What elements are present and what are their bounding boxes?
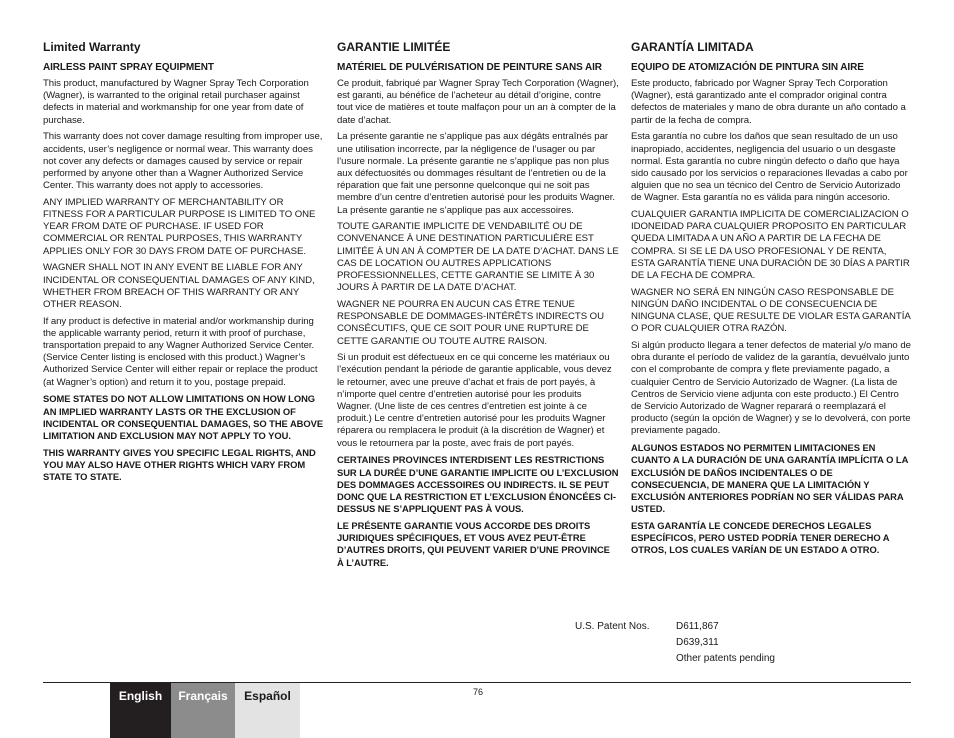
french-paragraph-2: La présente garantie ne s’applique pas aux dégâts entraînés par une utilisation incorrecte, par la négligence de l’usager ou par l’usure normale. La présente garantie ne s’applique pas non plus aux défectuosités ou dommages résultant de l’entretien ou de la réparation que fait une personne quelconque qui ne soit pas membre d’un centre d’entretien autorisé pour les produits Wagner. La présente garantie ne s’applique pas aux accessoires. bbox=[337, 131, 615, 216]
english-paragraph-2: This warranty does not cover damage resulting from improper use, accidents, user’s negligence or normal wear. This warranty does not cover any defects or damages caused by service or repair performed by anyone other than a Wagner Authorized Service Center. This warranty does not apply to accessories. bbox=[43, 131, 323, 192]
french-column bbox=[337, 40, 619, 573]
spanish-paragraph-6: ALGUNOS ESTADOS NO PERMITEN LIMITACIONES EN CUANTO A LA DURACIÓN DE UNA GARANTÍA IMPLÍCITA O LA EXCLUSIÓN DE DAÑOS INCIDENTALES O DE CONSECUENCIA, DE MANERA QUE LA LIMITACIÓN Y EXCLUSIÓN ANTERIORES PODRÍAN NO SER VÁLIDAS PARA USTED. bbox=[631, 442, 908, 515]
french-paragraph-1: Ce produit, fabriqué par Wagner Spray Tech Corporation (Wagner), est garanti, au bénéfice de l’acheteur au détail d’origine, contre tout vice de matières et toute malfaçon pour un an à compter de la date d’achat. bbox=[337, 78, 619, 126]
english-paragraph-4: WAGNER SHALL NOT IN ANY EVENT BE LIABLE FOR ANY INCIDENTAL OR CONSEQUENTIAL DAMAGES OF ANY KIND, WHETHER FROM BREACH OF THIS WARRANTY OR ANY OTHER REASON. bbox=[43, 262, 315, 310]
spanish-subtitle: EQUIPO DE ATOMIZACIÓN DE PINTURA SIN AIRE bbox=[631, 62, 864, 73]
english-paragraph-7: THIS WARRANTY GIVES YOU SPECIFIC LEGAL RIGHTS, AND YOU MAY ALSO HAVE OTHER RIGHTS WHICH VARY FROM STATE TO STATE. bbox=[43, 446, 316, 483]
patent-label: U.S. Patent Nos. bbox=[575, 621, 650, 632]
language-tabs bbox=[110, 683, 300, 738]
tab-english[interactable]: English bbox=[110, 683, 171, 738]
english-column bbox=[43, 40, 325, 488]
english-paragraph-5: If any product is defective in material and/or workmanship during the applicable warranty period, return it with proof of purchase, transportation prepaid to any Wagner Authorized Service Center. (Service Center listing is enclosed with this product.) Wagner’s Authorized Service Center will either repair or replace the product (at Wagner’s option) and return it to you, postage prepaid. bbox=[43, 315, 318, 388]
spanish-paragraph-1: Este producto, fabricado por Wagner Spray Tech Corporation (Wagner), está garantizado ante el comprador original contra defectos de materiales y mano de obra durante un año contado a partir de la fecha de compra. bbox=[631, 78, 906, 126]
english-subtitle: AIRLESS PAINT SPRAY EQUIPMENT bbox=[43, 62, 214, 73]
french-paragraph-5: Si un produit est défectueux en ce qui concerne les matériaux ou l’exécution pendant la période de garantie applicable, vous devez le retourner, avec une preuve d’achat et frais de port payés, à n’importe quel centre d’entretien autorisé pour les produits Wagner. (Une liste de ces centres d’entretien est jointe à ce produit.) Le centre d’entretien autorisé pour les produits Wagner réparera ou remplacera le produit (à la discrétion de Wagner) et vous le retournera par la poste, avec frais de port payés. bbox=[337, 352, 612, 449]
tab-espanol[interactable]: Español bbox=[235, 683, 300, 738]
spanish-paragraph-3: CUALQUIER GARANTIA IMPLICITA DE COMERCIALIZACION O IDONEIDAD PARA CUALQUIER PROPOSITO EN PARTICULAR QUEDA LIMITADA A UN AÑO A PARTIR DE LA FECHA DE COMPRA. SI SE LE DA USO PROFESIONAL Y DE RENTA, ESTA GARANTÍA TIENE UNA DURACIÓN DE 30 DÍAS A PARTIR DE LA FECHA DE COMPRA. bbox=[631, 209, 910, 282]
english-title: Limited Warranty bbox=[43, 40, 141, 54]
english-paragraph-1: This product, manufactured by Wagner Spray Tech Corporation (Wagner), is warranted to the original retail purchaser against defects in material and workmanship for one year from date of purchase. bbox=[43, 78, 309, 126]
french-title: GARANTIE LIMITÉE bbox=[337, 40, 451, 54]
french-paragraph-4: WAGNER NE POURRA EN AUCUN CAS ÊTRE TENUE RESPONSABLE DE DOMMAGES-INTÉRÊTS INDIRECTS OU CONSÉCUTIFS, QUE CE SOIT POUR UNE RUPTURE DE CETTE GARANTIE OU TOUTE AUTRE RAISON. bbox=[337, 298, 604, 347]
page-number: 76 bbox=[472, 687, 483, 697]
english-paragraph-3: ANY IMPLIED WARRANTY OF MERCHANTABILITY OR FITNESS FOR A PARTICULAR PURPOSE IS LIMITED TO ONE YEAR FROM DATE OF PURCHASE. IF USED FOR COMMERCIAL OR RENTAL PURPOSES, THIS WARRANTY APPLIES ONLY FOR 30 DAYS FROM DATE OF PURCHASE. bbox=[43, 196, 316, 257]
spanish-paragraph-4: WAGNER NO SERÁ EN NINGÚN CASO RESPONSABLE DE NINGÚN DAÑO INCIDENTAL O DE CONSECUENCIA DE NINGUNA CLASE, QUE RESULTE DE VIOLAR ESTA GARANTÍA O POR CUALQUIER OTRA RAZÓN. bbox=[631, 286, 911, 335]
french-paragraph-3: TOUTE GARANTIE IMPLICITE DE VENDABILITÉ OU DE CONVENANCE À UNE DESTINATION PARTICULIÈRE EST LIMITÉE À UN AN À COMPTER DE LA DATE D’ACHAT. DANS LE CAS DE LOCATION OU AUTRES APPLICATIONS PROFESSIONNELLES, CETTE GARANTIE SE LIMITE À 30 JOURS À PARTIR DE LA DATE D’ACHAT. bbox=[337, 221, 619, 294]
spanish-paragraph-2: Esta garantía no cubre los daños que sean resultado de un uso inapropiado, accidentes, negligencia del usuario o un desgaste normal. Esta garantía no cubre ningún defecto o daño que haya sido causado por los servicios o reparaciones llevadas a cabo por alguien que no sea un técnico del Centro de Servicio Autorizado de Wagner. Esta garantía no es válida para ningún accesorio. bbox=[631, 131, 908, 204]
french-paragraph-7: LE PRÉSENTE GARANTIE VOUS ACCORDE DES DROITS JURIDIQUES SPÉCIFIQUES, ET VOUS AVEZ PEUT-ÊTRE D’AUTRES DROITS, QUI PEUVENT VARIER D’UNE PROVINCE À L’AUTRE. bbox=[337, 519, 610, 568]
patent-number: D611,867 bbox=[676, 621, 719, 632]
spanish-title: GARANTÍA LIMITADA bbox=[631, 40, 754, 54]
spanish-column bbox=[631, 40, 911, 561]
patent-number: D639,311 bbox=[676, 637, 719, 648]
spanish-paragraph-7: ESTA GARANTÍA LE CONCEDE DERECHOS LEGALES ESPECÍFICOS, PERO USTED PODRÍA TENER DERECHO A OTROS, LOS CUALES VARÍAN DE UN ESTADO A OTRO. bbox=[631, 519, 890, 556]
spanish-paragraph-5: Si algún producto llegara a tener defectos de material y/o mano de obra durante el período de validez de la garantía, devuélvalo junto con el comprobante de compra y flete previamente pagado, a cualquier Centro de Servicio Autorizado de Wagner. (La lista de Centros de Servicio viene adjunta con este producto.) El Centro de Servicio Autorizado de Wagner reparará o reemplazará el producto (según la opción de Wagner) y se lo devolverá, con porte previamente pagado. bbox=[631, 340, 911, 437]
patent-list bbox=[676, 619, 775, 667]
patent-pending-note: Other patents pending bbox=[676, 653, 775, 664]
english-paragraph-6: SOME STATES DO NOT ALLOW LIMITATIONS ON HOW LONG AN IMPLIED WARRANTY LASTS OR THE EXCLUSION OF INCIDENTAL OR CONSEQUENTIAL DAMAGES, SO THE ABOVE LIMITATION AND EXCLUSION MAY NOT APPLY TO YOU. bbox=[43, 393, 324, 441]
tab-francais[interactable]: Français bbox=[171, 683, 235, 738]
french-subtitle: MATÉRIEL DE PULVÉRISATION DE PEINTURE SANS AIR bbox=[337, 62, 602, 73]
french-paragraph-6: CERTAINES PROVINCES INTERDISENT LES RESTRICTIONS SUR LA DURÉE D’UNE GARANTIE IMPLICITE OU L’EXCLUSION DES DOMMAGES ACCESSOIRES OU INDIRECTS. IL SE PEUT DONC QUE LA RESTRICTION ET L’EXCLUSION ÉNONCÉES CI-DESSUS NE S’APPLIQUENT PAS À VOUS. bbox=[337, 454, 619, 515]
